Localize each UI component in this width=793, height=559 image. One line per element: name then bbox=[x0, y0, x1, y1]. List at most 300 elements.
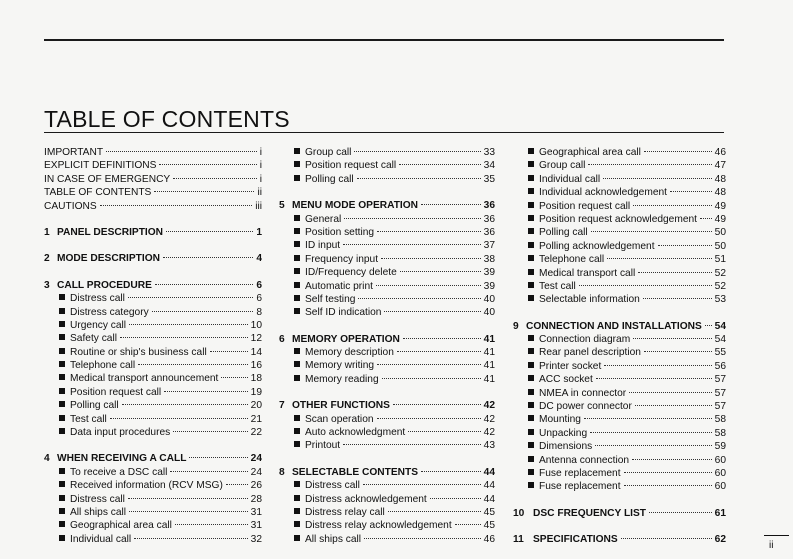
square-bullet-icon bbox=[528, 255, 534, 261]
footer-page-number: ii bbox=[769, 540, 774, 551]
toc-entry-label: Telephone call bbox=[539, 254, 605, 266]
toc-entry[interactable] bbox=[279, 346, 495, 359]
toc-entry-page: 8 bbox=[256, 306, 262, 318]
square-bullet-icon bbox=[528, 161, 534, 167]
toc-entry[interactable] bbox=[513, 240, 726, 253]
toc-entry-label: Rear panel description bbox=[539, 347, 641, 359]
toc-entry-page: 58 bbox=[714, 427, 726, 439]
toc-entry[interactable] bbox=[44, 533, 262, 546]
square-bullet-icon bbox=[59, 495, 65, 501]
toc-entry-label: Polling call bbox=[70, 400, 119, 412]
dot-leader bbox=[638, 272, 711, 273]
square-bullet-icon bbox=[59, 374, 65, 380]
section-number: 3 bbox=[44, 279, 50, 291]
square-bullet-icon bbox=[528, 415, 534, 421]
toc-entry-page: 49 bbox=[714, 213, 726, 225]
toc-entry-label: Medical transport announcement bbox=[70, 373, 219, 385]
dot-leader bbox=[591, 231, 712, 232]
toc-entry-page: 14 bbox=[250, 346, 262, 358]
dot-leader bbox=[120, 337, 248, 338]
toc-entry-label: Distress call bbox=[70, 493, 125, 505]
dot-leader bbox=[382, 378, 481, 379]
square-bullet-icon bbox=[294, 535, 300, 541]
toc-entry-label: Group call bbox=[539, 160, 586, 172]
toc-entry-page: 50 bbox=[714, 227, 726, 239]
toc-entry[interactable] bbox=[44, 519, 262, 532]
toc-entry-page: 55 bbox=[714, 347, 726, 359]
square-bullet-icon bbox=[59, 388, 65, 394]
toc-entry-page: 57 bbox=[714, 401, 726, 413]
toc-entry-page: 51 bbox=[714, 254, 726, 266]
square-bullet-icon bbox=[59, 508, 65, 514]
toc-entry-label: ID/Frequency delete bbox=[305, 267, 397, 279]
toc-entry[interactable] bbox=[44, 426, 262, 439]
toc-entry[interactable] bbox=[513, 387, 726, 400]
toc-entry-page: 46 bbox=[714, 147, 726, 158]
square-bullet-icon bbox=[528, 282, 534, 288]
toc-entry-label: Unpacking bbox=[539, 427, 588, 439]
dot-leader bbox=[210, 351, 248, 352]
toc-entry-label: MENU MODE OPERATION bbox=[292, 200, 419, 212]
toc-entry-label: DSC FREQUENCY LIST bbox=[533, 507, 647, 519]
dot-leader bbox=[364, 538, 481, 539]
toc-entry-label: ID input bbox=[305, 240, 341, 252]
dot-leader bbox=[164, 391, 247, 392]
toc-column-1 bbox=[44, 146, 262, 546]
toc-entry-page: 10 bbox=[250, 319, 262, 331]
toc-entry-page: 42 bbox=[483, 427, 495, 439]
toc-entry[interactable] bbox=[279, 159, 495, 172]
toc-entry-label: Telephone call bbox=[70, 360, 136, 372]
toc-entry-page: 36 bbox=[483, 213, 495, 225]
toc-entry-label: All ships call bbox=[70, 506, 127, 518]
toc-entry[interactable] bbox=[44, 319, 262, 332]
toc-entry[interactable] bbox=[279, 226, 495, 239]
toc-entry[interactable] bbox=[513, 480, 726, 493]
toc-entry[interactable] bbox=[513, 186, 726, 199]
toc-entry-page: 36 bbox=[483, 226, 495, 238]
dot-leader bbox=[357, 178, 481, 179]
section-number: 9 bbox=[513, 320, 519, 332]
toc-entry-page: 46 bbox=[483, 533, 495, 545]
toc-entry[interactable] bbox=[279, 506, 495, 519]
dot-leader bbox=[584, 418, 712, 419]
toc-section-entry[interactable] bbox=[279, 333, 495, 346]
toc-entry[interactable] bbox=[279, 439, 495, 452]
toc-entry[interactable] bbox=[279, 146, 495, 159]
toc-entry-page: 44 bbox=[483, 493, 495, 505]
dot-leader bbox=[408, 431, 480, 432]
toc-entry[interactable] bbox=[513, 200, 726, 213]
toc-entry[interactable] bbox=[44, 306, 262, 319]
square-bullet-icon bbox=[59, 361, 65, 367]
square-bullet-icon bbox=[294, 481, 300, 487]
square-bullet-icon bbox=[294, 295, 300, 301]
toc-entry-page: 6 bbox=[256, 279, 262, 291]
dot-leader bbox=[388, 511, 481, 512]
toc-section-entry[interactable] bbox=[513, 507, 726, 520]
toc-entry-page: 50 bbox=[714, 240, 726, 252]
toc-entry[interactable] bbox=[513, 467, 726, 480]
toc-section-entry[interactable] bbox=[279, 199, 495, 212]
square-bullet-icon bbox=[528, 215, 534, 221]
toc-entry-page: 42 bbox=[483, 413, 495, 425]
toc-entry-page: 41 bbox=[483, 360, 495, 372]
toc-entry-page: 1 bbox=[256, 226, 262, 238]
toc-entry[interactable] bbox=[44, 186, 262, 199]
toc-entry[interactable] bbox=[513, 333, 726, 346]
toc-entry[interactable] bbox=[279, 266, 495, 279]
toc-entry-label: Memory description bbox=[305, 347, 394, 359]
toc-entry-label: WHEN RECEIVING A CALL bbox=[57, 453, 187, 465]
toc-entry-label: Data input procedures bbox=[70, 427, 171, 439]
toc-entry-page: 52 bbox=[714, 280, 726, 292]
toc-entry-label: Automatic print bbox=[305, 280, 373, 292]
toc-entry[interactable] bbox=[44, 332, 262, 345]
toc-entry-page: 60 bbox=[714, 454, 726, 466]
square-bullet-icon bbox=[59, 428, 65, 434]
toc-entry[interactable] bbox=[513, 280, 726, 293]
toc-entry-page: 39 bbox=[483, 267, 495, 279]
toc-column-3 bbox=[513, 146, 726, 547]
dot-leader bbox=[579, 285, 712, 286]
square-bullet-icon bbox=[294, 175, 300, 181]
toc-entry[interactable] bbox=[44, 479, 262, 492]
dot-leader bbox=[226, 484, 248, 485]
dot-leader bbox=[173, 178, 257, 179]
dot-leader bbox=[621, 538, 712, 539]
dot-leader bbox=[635, 405, 712, 406]
toc-entry-label: MEMORY OPERATION bbox=[292, 333, 400, 345]
toc-entry-page: 40 bbox=[483, 307, 495, 319]
toc-entry-label: Auto acknowledgment bbox=[305, 427, 406, 439]
toc-entry[interactable] bbox=[279, 213, 495, 226]
dot-leader bbox=[643, 298, 712, 299]
dot-leader bbox=[106, 151, 257, 152]
toc-entry[interactable] bbox=[44, 372, 262, 385]
section-number: 7 bbox=[279, 400, 285, 412]
dot-leader bbox=[363, 484, 481, 485]
toc-entry-label: Memory writing bbox=[305, 360, 375, 372]
toc-entry[interactable] bbox=[279, 359, 495, 372]
toc-entry-page: 31 bbox=[250, 506, 262, 518]
square-bullet-icon bbox=[528, 389, 534, 395]
toc-entry[interactable] bbox=[44, 173, 262, 186]
toc-entry-label: Fuse replacement bbox=[539, 467, 621, 479]
toc-entry[interactable] bbox=[279, 173, 495, 186]
toc-entry-page: 42 bbox=[483, 400, 495, 412]
toc-entry[interactable] bbox=[513, 427, 726, 440]
square-bullet-icon bbox=[528, 442, 534, 448]
toc-entry-label: Printout bbox=[305, 440, 341, 452]
square-bullet-icon bbox=[528, 402, 534, 408]
toc-entry-page: 40 bbox=[483, 293, 495, 305]
toc-entry[interactable] bbox=[513, 173, 726, 186]
toc-entry-page: 19 bbox=[250, 386, 262, 398]
toc-section-entry[interactable] bbox=[279, 466, 495, 479]
dot-leader bbox=[122, 404, 248, 405]
square-bullet-icon bbox=[59, 401, 65, 407]
toc-entry-label: Selectable information bbox=[539, 294, 640, 306]
toc-entry[interactable] bbox=[513, 360, 726, 373]
toc-entry-label: CAUTIONS bbox=[44, 200, 97, 212]
square-bullet-icon bbox=[528, 242, 534, 248]
toc-entry[interactable] bbox=[513, 267, 726, 280]
toc-entry[interactable] bbox=[513, 159, 726, 172]
page-title: TABLE OF CONTENTS bbox=[44, 106, 290, 132]
dot-leader bbox=[649, 512, 712, 513]
square-bullet-icon bbox=[294, 415, 300, 421]
square-bullet-icon bbox=[528, 175, 534, 181]
dot-leader bbox=[128, 297, 253, 298]
toc-entry-page: 60 bbox=[714, 467, 726, 479]
dot-leader bbox=[377, 418, 481, 419]
toc-entry[interactable] bbox=[44, 466, 262, 479]
toc-entry[interactable] bbox=[44, 386, 262, 399]
toc-entry[interactable] bbox=[279, 533, 495, 546]
toc-entry-label: Position request acknowledgement bbox=[539, 213, 698, 225]
toc-entry[interactable] bbox=[44, 359, 262, 372]
toc-entry[interactable] bbox=[513, 213, 726, 226]
square-bullet-icon bbox=[528, 269, 534, 275]
section-number: 10 bbox=[513, 507, 525, 519]
toc-entry-page: 22 bbox=[250, 427, 262, 439]
dot-leader bbox=[154, 191, 254, 192]
toc-entry[interactable] bbox=[279, 479, 495, 492]
square-bullet-icon bbox=[528, 429, 534, 435]
square-bullet-icon bbox=[294, 241, 300, 247]
dot-leader bbox=[358, 298, 480, 299]
dot-leader bbox=[344, 218, 480, 219]
toc-column-2 bbox=[279, 146, 495, 546]
square-bullet-icon bbox=[294, 255, 300, 261]
toc-entry[interactable] bbox=[513, 413, 726, 426]
dot-leader bbox=[128, 498, 248, 499]
square-bullet-icon bbox=[59, 481, 65, 487]
square-bullet-icon bbox=[294, 495, 300, 501]
square-bullet-icon bbox=[59, 468, 65, 474]
toc-entry-page: 53 bbox=[714, 294, 726, 306]
toc-entry-page: 32 bbox=[250, 533, 262, 545]
dot-leader bbox=[658, 245, 712, 246]
toc-entry-page: 26 bbox=[250, 480, 262, 492]
toc-entry[interactable] bbox=[44, 506, 262, 519]
toc-entry[interactable] bbox=[513, 400, 726, 413]
toc-entry-page: 31 bbox=[250, 520, 262, 532]
dot-leader bbox=[644, 351, 712, 352]
square-bullet-icon bbox=[528, 348, 534, 354]
dot-leader bbox=[393, 404, 481, 405]
toc-entry-label: Individual call bbox=[70, 533, 132, 545]
footer-rule bbox=[764, 535, 789, 536]
toc-entry-label: Memory reading bbox=[305, 373, 379, 385]
toc-entry-label: Position request call bbox=[70, 386, 162, 398]
toc-entry[interactable] bbox=[279, 293, 495, 306]
toc-entry-label: Position setting bbox=[305, 226, 375, 238]
toc-entry-label: Self ID indication bbox=[305, 307, 382, 319]
dot-leader bbox=[403, 338, 481, 339]
toc-section-entry[interactable] bbox=[279, 399, 495, 412]
toc-entry-label: Group call bbox=[305, 147, 352, 158]
toc-entry[interactable] bbox=[279, 413, 495, 426]
square-bullet-icon bbox=[59, 521, 65, 527]
toc-section-entry[interactable] bbox=[44, 279, 262, 292]
dot-leader bbox=[170, 471, 247, 472]
square-bullet-icon bbox=[294, 228, 300, 234]
toc-entry-page: 62 bbox=[714, 534, 726, 546]
toc-entry-label: Test call bbox=[70, 413, 107, 425]
toc-entry-label: Self testing bbox=[305, 293, 356, 305]
toc-entry[interactable] bbox=[279, 493, 495, 506]
toc-entry-page: i bbox=[259, 173, 262, 185]
toc-entry-label: Fuse replacement bbox=[539, 481, 621, 493]
toc-entry-label: Distress relay acknowledgement bbox=[305, 520, 452, 532]
toc-entry-label: CONNECTION AND INSTALLATIONS bbox=[526, 320, 702, 332]
toc-entry-page: 47 bbox=[714, 160, 726, 172]
toc-entry-label: Urgency call bbox=[70, 319, 127, 331]
toc-entry-label: IMPORTANT bbox=[44, 147, 104, 158]
toc-entry[interactable] bbox=[44, 413, 262, 426]
dot-leader bbox=[129, 324, 248, 325]
toc-entry[interactable] bbox=[44, 399, 262, 412]
toc-entry-page: 35 bbox=[483, 173, 495, 185]
toc-entry-page: 37 bbox=[483, 240, 495, 252]
toc-section-entry[interactable] bbox=[44, 452, 262, 465]
toc-entry[interactable] bbox=[513, 293, 726, 306]
toc-entry-label: MODE DESCRIPTION bbox=[57, 253, 161, 265]
toc-entry[interactable] bbox=[44, 493, 262, 506]
toc-entry-page: 18 bbox=[250, 373, 262, 385]
toc-entry-label: CALL PROCEDURE bbox=[57, 279, 152, 291]
dot-leader bbox=[173, 431, 247, 432]
toc-entry-page: 28 bbox=[250, 493, 262, 505]
toc-entry[interactable] bbox=[513, 373, 726, 386]
toc-entry[interactable] bbox=[279, 280, 495, 293]
section-number: 6 bbox=[279, 333, 285, 345]
toc-entry-page: 45 bbox=[483, 506, 495, 518]
square-bullet-icon bbox=[528, 295, 534, 301]
toc-entry-label: To receive a DSC call bbox=[70, 466, 168, 478]
toc-entry-label: Frequency input bbox=[305, 253, 379, 265]
square-bullet-icon bbox=[294, 428, 300, 434]
toc-entry[interactable] bbox=[279, 519, 495, 532]
dot-leader bbox=[152, 311, 254, 312]
dot-leader bbox=[343, 244, 481, 245]
toc-entry[interactable] bbox=[44, 200, 262, 213]
dot-leader bbox=[343, 444, 481, 445]
toc-entry-label: Distress call bbox=[70, 293, 125, 305]
dot-leader bbox=[632, 459, 712, 460]
square-bullet-icon bbox=[294, 268, 300, 274]
toc-entry-label: SPECIFICATIONS bbox=[533, 534, 618, 546]
toc-entry-page: 57 bbox=[714, 387, 726, 399]
toc-section-entry[interactable] bbox=[513, 533, 726, 546]
toc-entry-label: General bbox=[305, 213, 342, 225]
dot-leader bbox=[397, 351, 481, 352]
toc-entry-label: TABLE OF CONTENTS bbox=[44, 187, 152, 199]
toc-entry-page: 52 bbox=[714, 267, 726, 279]
toc-section-entry[interactable] bbox=[513, 320, 726, 333]
toc-entry-page: 39 bbox=[483, 280, 495, 292]
toc-entry-label: Distress acknowledgement bbox=[305, 493, 427, 505]
toc-entry-label: Geographical area call bbox=[70, 520, 172, 532]
square-bullet-icon bbox=[294, 215, 300, 221]
section-number: 4 bbox=[44, 453, 50, 465]
toc-entry-label: Distress call bbox=[305, 480, 360, 492]
toc-entry[interactable] bbox=[44, 146, 262, 159]
dot-leader bbox=[110, 418, 248, 419]
toc-entry[interactable] bbox=[513, 226, 726, 239]
dot-leader bbox=[129, 511, 248, 512]
toc-entry-page: 4 bbox=[256, 253, 262, 265]
toc-entry-label: Dimensions bbox=[539, 441, 593, 453]
toc-entry-label: Polling acknowledgement bbox=[539, 240, 655, 252]
dot-leader bbox=[603, 178, 711, 179]
dot-leader bbox=[430, 498, 481, 499]
toc-entry[interactable] bbox=[279, 426, 495, 439]
square-bullet-icon bbox=[294, 441, 300, 447]
dot-leader bbox=[596, 378, 712, 379]
toc-entry-label: SELECTABLE CONTENTS bbox=[292, 466, 419, 478]
toc-entry[interactable] bbox=[279, 239, 495, 252]
toc-entry-page: 57 bbox=[714, 374, 726, 386]
dot-leader bbox=[100, 205, 253, 206]
toc-entry-page: 38 bbox=[483, 253, 495, 265]
dot-leader bbox=[381, 258, 481, 259]
toc-entry[interactable] bbox=[513, 454, 726, 467]
toc-entry-page: 48 bbox=[714, 173, 726, 185]
toc-entry[interactable] bbox=[44, 292, 262, 305]
dot-leader bbox=[705, 325, 712, 326]
toc-entry-page: 43 bbox=[483, 440, 495, 452]
toc-section-entry[interactable] bbox=[44, 226, 262, 239]
toc-entry[interactable] bbox=[513, 146, 726, 159]
square-bullet-icon bbox=[294, 348, 300, 354]
square-bullet-icon bbox=[59, 348, 65, 354]
toc-entry[interactable] bbox=[513, 346, 726, 359]
toc-entry-label: Test call bbox=[539, 280, 576, 292]
dot-leader bbox=[604, 365, 711, 366]
toc-entry[interactable] bbox=[44, 159, 262, 172]
toc-entry-label: NMEA in connector bbox=[539, 387, 627, 399]
toc-entry-label: IN CASE OF EMERGENCY bbox=[44, 173, 171, 185]
square-bullet-icon bbox=[294, 161, 300, 167]
toc-entry-page: 16 bbox=[250, 360, 262, 372]
toc-entry[interactable] bbox=[44, 346, 262, 359]
toc-entry-label: Received information (RCV MSG) bbox=[70, 480, 223, 492]
toc-entry[interactable] bbox=[513, 440, 726, 453]
toc-entry-page: 41 bbox=[483, 347, 495, 359]
toc-entry[interactable] bbox=[279, 306, 495, 319]
toc-entry-label: Position request call bbox=[539, 200, 631, 212]
dot-leader bbox=[175, 524, 248, 525]
toc-entry[interactable] bbox=[279, 253, 495, 266]
dot-leader bbox=[159, 164, 256, 165]
square-bullet-icon bbox=[528, 456, 534, 462]
toc-entry-page: 21 bbox=[250, 413, 262, 425]
toc-section-entry[interactable] bbox=[44, 252, 262, 265]
toc-entry-label: Distress category bbox=[70, 306, 149, 318]
square-bullet-icon bbox=[59, 294, 65, 300]
toc-entry[interactable] bbox=[513, 253, 726, 266]
toc-entry-label: Antenna connection bbox=[539, 454, 630, 466]
square-bullet-icon bbox=[294, 308, 300, 314]
toc-entry-label: DC power connector bbox=[539, 401, 632, 413]
toc-entry[interactable] bbox=[279, 373, 495, 386]
toc-entry-page: 6 bbox=[256, 293, 262, 305]
toc-entry-label: All ships call bbox=[305, 533, 362, 545]
dot-leader bbox=[421, 471, 481, 472]
